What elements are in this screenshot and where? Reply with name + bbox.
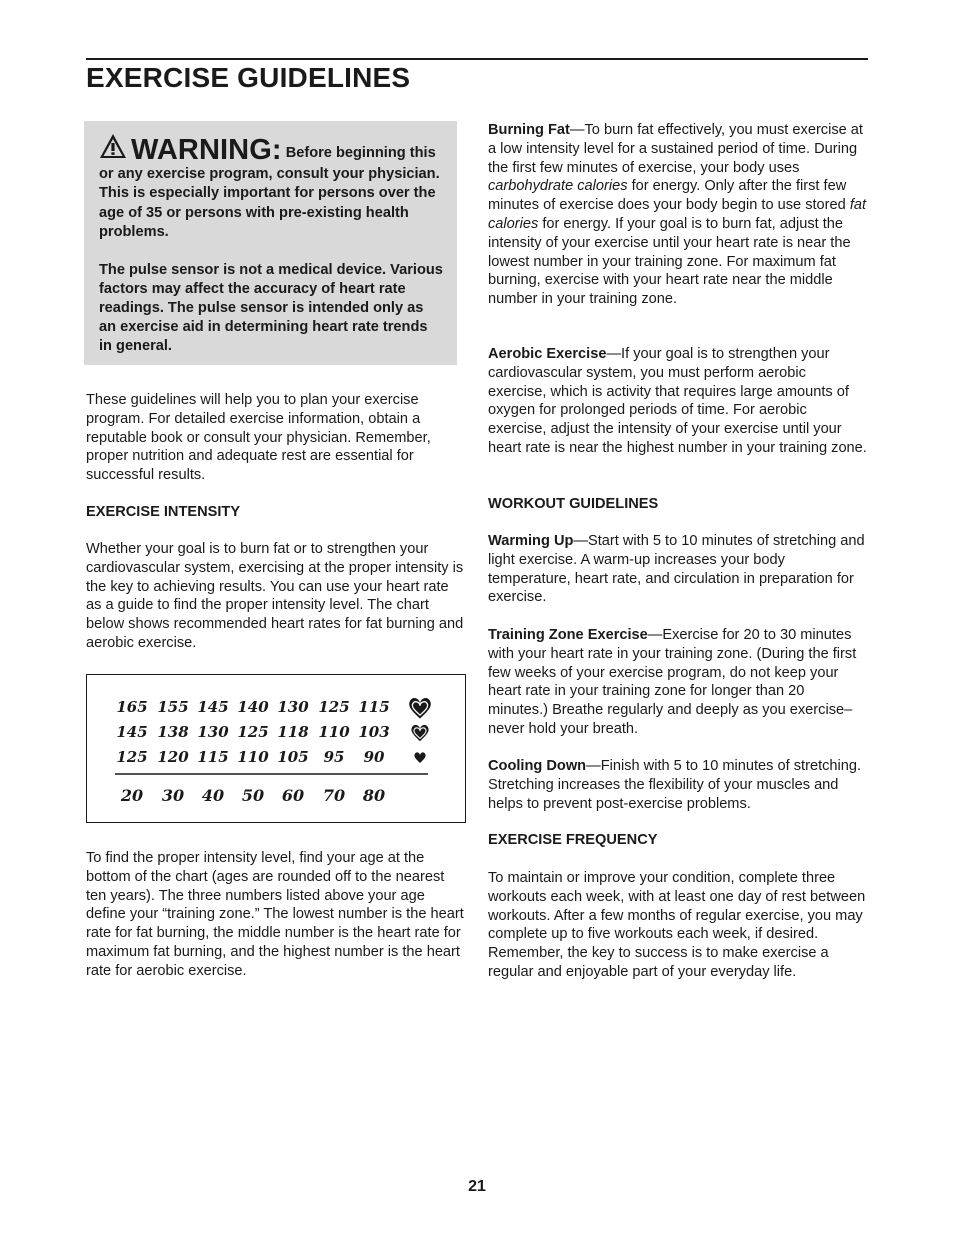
heart-rate-value: 103	[358, 723, 390, 741]
workout-heading: WORKOUT GUIDELINES	[488, 496, 659, 512]
heart-rate-value: 105	[277, 748, 309, 766]
burning-fat-text: To burn fat effectively, you must exercise at a low intensity level for a sustained period of time. During the first few minutes of exercise, your body uses carbohydrate calories for energy. Only after the first few minutes of exercise does your body begin to use stored fat calories for energy. If your goal is to burn fat, adjust the intensity of your exercise until your heart rate is near the lowest number in your training zone. For maximum fat burning, exercise with your heart rate near the middle number in your training zone.	[488, 122, 867, 308]
heart-rate-value: 115	[197, 748, 229, 766]
training-zone-text: Exercise for 20 to 30 minutes with your heart rate in your training zone. (During the first few weeks of your exercise program, do not keep your heart rate in your training zone for longer than 20 minutes.) Breathe regularly and deeply as you exercise–never hold your breath.	[488, 627, 857, 737]
heart-rate-value: 130	[277, 698, 309, 716]
aerobic-block	[488, 345, 868, 458]
age-label: 60	[281, 786, 305, 805]
small-heart-icon	[414, 752, 425, 763]
burning-fat-block	[488, 121, 868, 309]
warning-lead-text: Before beginning	[285, 145, 406, 161]
chart-explain-block	[86, 849, 464, 981]
page-title: EXERCISE GUIDELINES	[86, 62, 411, 93]
intro-paragraph-block	[86, 391, 464, 485]
warning-text: this or any exercise program, consult your physician. This is especially important for persons over the age of 35 or persons with pre-existing health problems.	[99, 145, 440, 240]
chart-explain-paragraph: To find the proper intensity level, find your age at the bottom of the chart (ages are rounded off to the nearest ten years). The three numbers listed above your age define your “training zone.” The lowest number is the heart rate for fat burning, the middle number is the heart rate for maximum fat burning, and the highest number is the heart rate for aerobic exercise.	[86, 850, 464, 979]
heart-rate-value: 145	[197, 698, 229, 716]
age-label: 50	[241, 786, 265, 805]
intensity-paragraph: Whether your goal is to burn fat or to strengthen your cardiovascular system, exercising at the proper intensity is the key to achieving results. You can use your heart rate as a guide to find the proper intensity level. The chart below shows recommended heart rates for fat burning and aerobic exercise.	[86, 541, 464, 651]
warning-paragraph-2: The pulse sensor is not a medical device. Various factors may affect the accuracy of heart rate readings. The pulse sensor is intended only as an exercise aid in determining heart rate trends in general.	[99, 262, 443, 355]
heart-rate-value: 125	[318, 698, 350, 716]
heart-rate-value: 138	[157, 723, 189, 741]
heart-rate-value: 118	[277, 723, 309, 741]
frequency-paragraph: To maintain or improve your condition, complete three workouts each week, with at least one day of rest between workouts. After a few months of regular exercise, you may complete up to five workouts each week, if desired. Remember, the key to success is to make exercise a regular and enjoyable part of your everyday life.	[488, 870, 866, 980]
frequency-heading-block	[488, 831, 868, 850]
heart-rate-chart	[86, 674, 466, 823]
aerobic-paragraph: Aerobic Exercise—If your goal is to strengthen your cardiovascular system, you must perform aerobic exercise, which is activity that requires large amounts of oxygen for prolonged periods of time. For aerobic exercise, adjust the intensity of your exercise until your heart rate is near the highest number in your training zone.	[488, 346, 867, 456]
age-label: 80	[362, 786, 386, 805]
age-label: 70	[322, 786, 346, 805]
frequency-block	[488, 869, 868, 982]
training-zone-label: Training Zone Exercise	[488, 627, 648, 643]
warning-word: WARNING:	[131, 134, 282, 166]
training-zone-block	[488, 626, 868, 739]
warmup-text: Start with 5 to 10 minutes of stretching and light exercise. A warm-up increases your body temperature, heart rate, and circulation in preparation for exercise.	[488, 533, 865, 606]
burning-fat-paragraph: Burning Fat—To burn fat effectively, you must exercise at a low intensity level for a sustained period of time. During the first few minutes of exercise, your body uses carbohydrate calories for energy. Only after the first few minutes of exercise does your body begin to use stored fat calories for energy. If your goal is to burn fat, adjust the intensity of your exercise until your heart rate is near the lowest number in your training zone. For maximum fat burning, exercise with your heart rate near the middle number in your training zone.	[488, 122, 867, 308]
heart-rate-value: 130	[197, 723, 229, 741]
heart-rate-value: 90	[363, 748, 385, 766]
heart-rate-value: 115	[358, 698, 390, 716]
heart-rate-value: 110	[318, 723, 350, 741]
burning-fat-label: Burning Fat	[488, 122, 570, 138]
intensity-heading: EXERCISE INTENSITY	[86, 504, 241, 520]
cooldown-text: Finish with 5 to 10 minutes of stretching. Stretching increases the flexibility of your muscles and helps to prevent post-exercise problems.	[488, 758, 862, 812]
heart-rate-value: 165	[116, 698, 148, 716]
workout-heading-block	[488, 495, 868, 514]
heart-rate-value: 125	[116, 748, 148, 766]
warmup-block	[488, 532, 868, 607]
heart-rate-value: 155	[157, 698, 189, 716]
intensity-paragraph-block	[86, 540, 464, 653]
intro-paragraph: These guidelines will help you to plan your exercise program. For detailed exercise information, obtain a reputable book or consult your physician. Remember, proper nutrition and adequate rest are essential for successful results.	[86, 392, 431, 484]
heart-rate-value: 145	[116, 723, 148, 741]
aerobic-text: If your goal is to strengthen your cardiovascular system, you must perform aerobic exercise, which is activity that requires large amounts of oxygen for prolonged periods of time. For aerobic exercise, adjust the intensity of your exercise until your heart rate is near the highest number in your training zone.	[488, 346, 867, 456]
medium-heart-icon	[411, 725, 428, 741]
cooldown-block	[488, 757, 868, 813]
warning-triangle-icon	[99, 133, 127, 165]
heart-rate-value: 125	[237, 723, 269, 741]
age-label: 30	[161, 786, 185, 805]
warning-box	[84, 121, 457, 365]
warmup-paragraph: Warming Up—Start with 5 to 10 minutes of stretching and light exercise. A warm-up increases your body temperature, heart rate, and circulation in preparation for exercise.	[488, 533, 865, 606]
cooldown-label: Cooling Down	[488, 758, 587, 774]
frequency-heading: EXERCISE FREQUENCY	[488, 832, 658, 848]
large-heart-icon	[409, 698, 431, 719]
heart-rate-value: 120	[157, 748, 189, 766]
heart-rate-value: 110	[237, 748, 269, 766]
cooldown-paragraph: Cooling Down—Finish with 5 to 10 minutes of stretching. Stretching increases the flexibility of your muscles and helps to prevent post-exercise problems.	[488, 758, 862, 812]
intensity-heading-block	[86, 503, 464, 522]
heart-rate-value: 95	[323, 748, 345, 766]
age-label: 40	[201, 786, 225, 805]
heart-rate-value: 140	[237, 698, 269, 716]
age-label: 20	[120, 786, 144, 805]
heart-rate-chart-svg	[87, 675, 467, 824]
aerobic-label: Aerobic Exercise	[488, 346, 607, 362]
page-number: 21	[468, 1178, 486, 1195]
warning-paragraph-1	[99, 133, 443, 242]
title-rule	[86, 58, 868, 60]
training-zone-paragraph: Training Zone Exercise—Exercise for 20 to 30 minutes with your heart rate in your training zone. (During the first few weeks of your exercise program, do not keep your heart rate in your training zone for longer than 20 minutes.) Breathe regularly and deeply as you exercise–never hold your breath.	[488, 627, 857, 737]
warmup-label: Warming Up	[488, 533, 574, 549]
